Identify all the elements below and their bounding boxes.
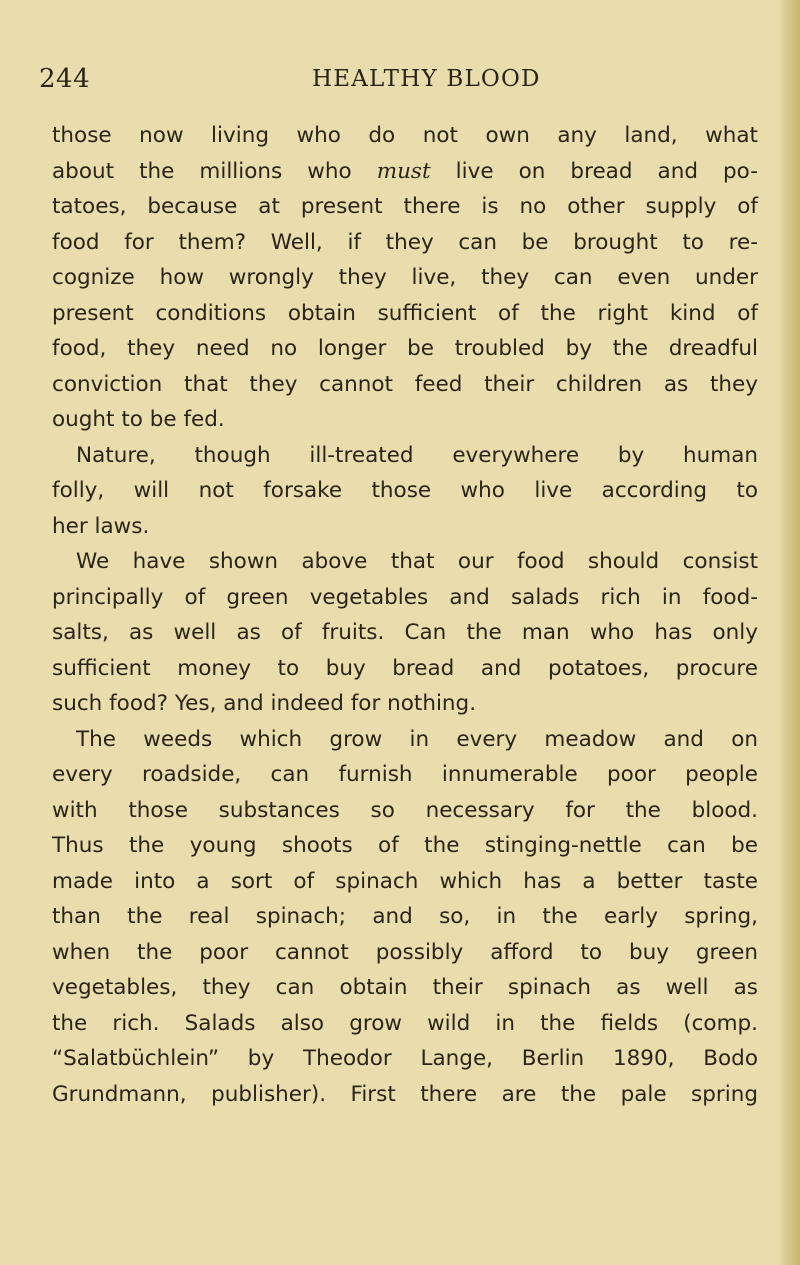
- text-line: with those substances so necessary for the blood.: [52, 797, 758, 823]
- text-line: food, they need no longer be troubled by the dreadful: [52, 336, 758, 361]
- text-line: the rich. Salads also grow wild in the fields (comp.: [52, 1010, 758, 1036]
- text-line: folly, will not forsake those who live according to: [52, 478, 758, 503]
- text-line: Nature, though ill-treated everywhere by human: [76, 442, 758, 468]
- paragraph-4: [52, 722, 758, 1113]
- paragraph-1: [52, 118, 758, 438]
- page-header: [0, 62, 800, 96]
- page-number: 244: [39, 64, 91, 94]
- text-line: Thus the young shoots of the stinging-nettle can be: [52, 833, 758, 858]
- body-text: [52, 118, 758, 1112]
- text-line: when the poor cannot possibly afford to buy green: [52, 939, 758, 965]
- text-segment: live on bread and po-: [430, 158, 758, 184]
- text-segment: about the millions who: [52, 158, 377, 184]
- text-line: food for them? Well, if they can be brought to re-: [52, 229, 758, 255]
- text-line: tatoes, because at present there is no other supply of: [52, 194, 758, 219]
- text-line: salts, as well as of fruits. Can the man who has only: [52, 620, 758, 645]
- text-line: Grundmann, publisher). First there are the pale spring: [52, 1081, 758, 1107]
- text-line: conviction that they cannot feed their children as they: [52, 371, 758, 397]
- emphasized-word: must: [376, 158, 431, 184]
- text-line: present conditions obtain sufficient of the right kind of: [52, 300, 758, 326]
- text-line: The weeds which grow in every meadow and on: [76, 726, 758, 752]
- text-line: sufficient money to buy bread and potatoes, procure: [52, 655, 758, 681]
- text-line: principally of green vegetables and salads rich in food-: [52, 584, 758, 610]
- text-line: every roadside, can furnish innumerable poor people: [52, 762, 758, 787]
- text-line: We have shown above that our food should consist: [76, 549, 758, 574]
- text-line: [52, 154, 758, 190]
- text-line: “Salatbüchlein” by Theodor Lange, Berlin 1890, Bodo: [52, 1046, 758, 1071]
- text-line: than the real spinach; and so, in the early spring,: [52, 904, 758, 929]
- running-title: HEALTHY BLOOD: [312, 66, 541, 92]
- paragraph-2: [52, 438, 758, 545]
- text-line: made into a sort of spinach which has a better taste: [52, 868, 758, 894]
- text-line: such food? Yes, and indeed for nothing.: [52, 691, 477, 716]
- text-line: vegetables, they can obtain their spinach as well as: [52, 975, 758, 1000]
- text-line: cognize how wrongly they live, they can even under: [52, 265, 758, 290]
- page-edge: [778, 0, 800, 1265]
- text-line: her laws.: [52, 513, 150, 539]
- text-line: those now living who do not own any land, what: [52, 123, 758, 148]
- paragraph-3: [52, 544, 758, 722]
- text-line: ought to be fed.: [52, 407, 225, 432]
